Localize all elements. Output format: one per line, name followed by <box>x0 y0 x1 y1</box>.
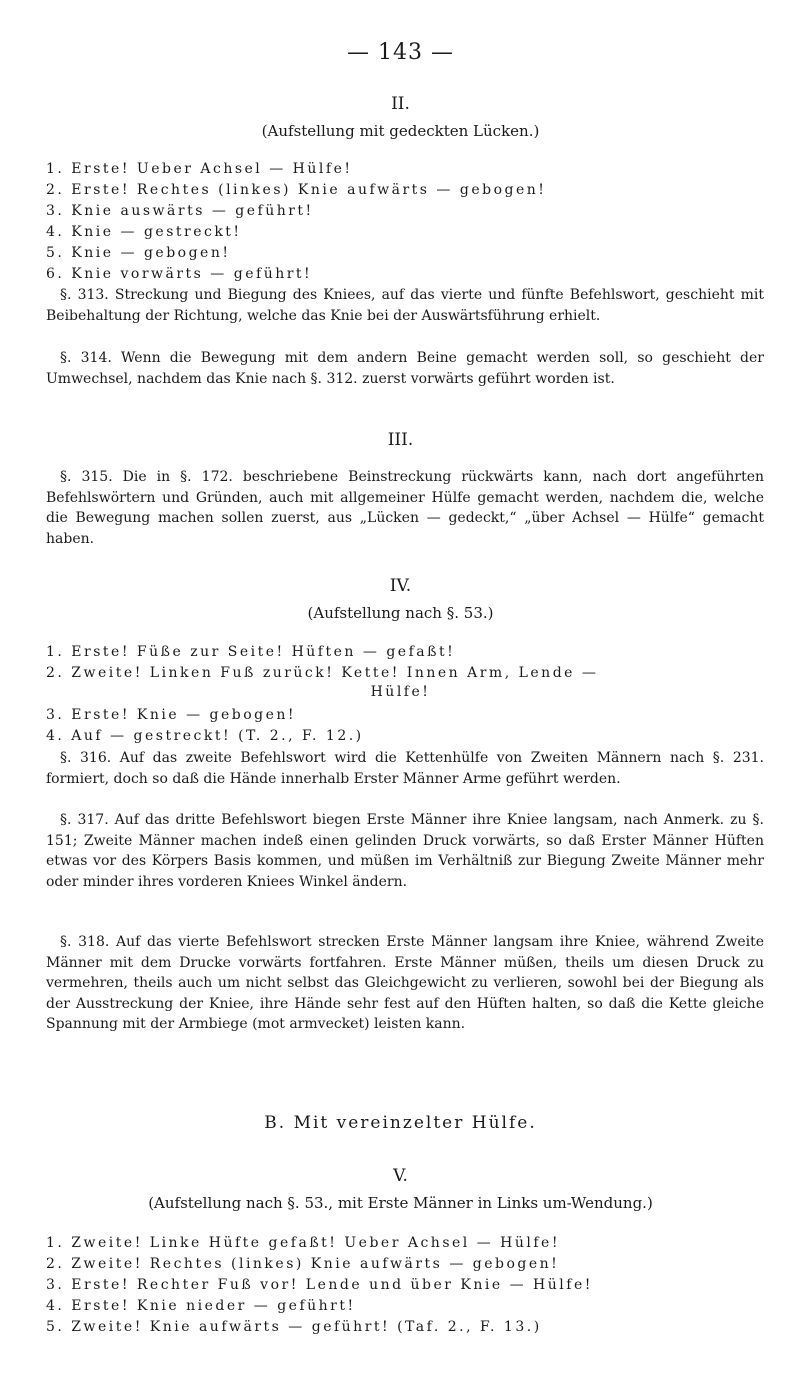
section-iii-number: III. <box>387 430 414 450</box>
command-line-continuation: Hülfe! <box>370 684 431 700</box>
command-line: 6. Knie vorwärts — geführt! <box>46 266 313 282</box>
paragraph-318: §. 318. Auf das vierte Befehlswort strecken Erste Männer langsam ihre Kniee, während Zweite Männer mit dem Drucke vorwärts fortfahren. Erste Männer müßen, theils um diesen Druck zu vermehren, theils auch um nicht selbst das Gleichgewicht zu verlieren, sowohl bei der Biegung als der Ausstreckung der Kniee, ihre Hände sehr fest auf den Hüften halten, so daß die Kette gleiche Spannung mit der Armbiege (mot armvecket) leisten kann. <box>46 934 764 1032</box>
page-number: — 143 — <box>347 40 454 65</box>
section-b-heading: B. Mit vereinzelter Hülfe. <box>264 1113 537 1133</box>
command-line: 1. Erste! Füße zur Seite! Hüften — gefaßt! <box>46 644 456 660</box>
command-line: 5. Knie — gebogen! <box>46 245 231 261</box>
command-line: 4. Auf — gestreckt! (T. 2., F. 12.) <box>46 728 364 744</box>
paragraph-317: §. 317. Auf das dritte Befehlswort biegen Erste Männer ihre Kniee langsam, nach Anmerk. zu §. 151; Zweite Männer machen indeß einen gelinden Druck vorwärts, so daß Erster Männer Hüften etwas vor des Körpers Basis kommen, und müßen im Verhältniß zur Biegung Zweite Männer mehr oder minder ihres vorderen Kniees Winkel ändern. <box>46 812 764 890</box>
command-line: 4. Erste! Knie nieder — geführt! <box>46 1298 356 1314</box>
command-line: 4. Knie — gestreckt! <box>46 224 242 240</box>
command-line: 3. Erste! Rechter Fuß vor! Lende und über Knie — Hülfe! <box>46 1277 593 1293</box>
section-ii-caption: (Aufstellung mit gedeckten Lücken.) <box>261 122 540 140</box>
command-line: 2. Zweite! Rechtes (linkes) Knie aufwärts — gebogen! <box>46 1256 560 1272</box>
paragraph-314: §. 314. Wenn die Bewegung mit dem andern Beine gemacht werden soll, so geschieht der Umwechsel, nachdem das Knie nach §. 312. zuerst vorwärts geführt worden ist. <box>46 350 764 387</box>
section-v-caption: (Aufstellung nach §. 53., mit Erste Männer in Links um-Wendung.) <box>148 1194 653 1212</box>
command-line: 5. Zweite! Knie aufwärts — geführt! (Taf. 2., F. 13.) <box>46 1319 542 1335</box>
section-ii-number: II. <box>391 94 410 114</box>
section-iv-number: IV. <box>389 576 412 596</box>
command-line: 3. Knie auswärts — geführt! <box>46 203 314 219</box>
paragraph-313: §. 313. Streckung und Biegung des Kniees, auf das vierte und fünfte Befehlswort, geschieht mit Beibehaltung der Richtung, welche das Knie bei der Auswärtsführung erhielt. <box>46 287 764 324</box>
command-line: 1. Erste! Ueber Achsel — Hülfe! <box>46 161 353 177</box>
paragraph-316: §. 316. Auf das zweite Befehlswort wird die Kettenhülfe von Zweiten Männern nach §. 231. formiert, doch so daß die Hände innerhalb Erster Männer Arme geführt werden. <box>46 750 764 787</box>
command-line: 3. Erste! Knie — gebogen! <box>46 707 297 723</box>
command-line: 2. Erste! Rechtes (linkes) Knie aufwärts — gebogen! <box>46 182 547 198</box>
command-line: 2. Zweite! Linken Fuß zurück! Kette! Innen Arm, Lende — <box>46 665 599 681</box>
section-iv-caption: (Aufstellung nach §. 53.) <box>307 604 494 622</box>
command-line: 1. Zweite! Linke Hüfte gefaßt! Ueber Achsel — Hülfe! <box>46 1235 560 1251</box>
paragraph-315: §. 315. Die in §. 172. beschriebene Beinstreckung rückwärts kann, nach dort angeführten Befehlswörtern und Gründen, auch mit allgemeiner Hülfe gemacht werden, nachdem die, welche die Bewegung machen sollen zuerst, aus „Lücken — gedeckt,“ „über Achsel — Hülfe“ gemacht haben. <box>46 469 764 547</box>
section-v-number: V. <box>393 1166 408 1186</box>
